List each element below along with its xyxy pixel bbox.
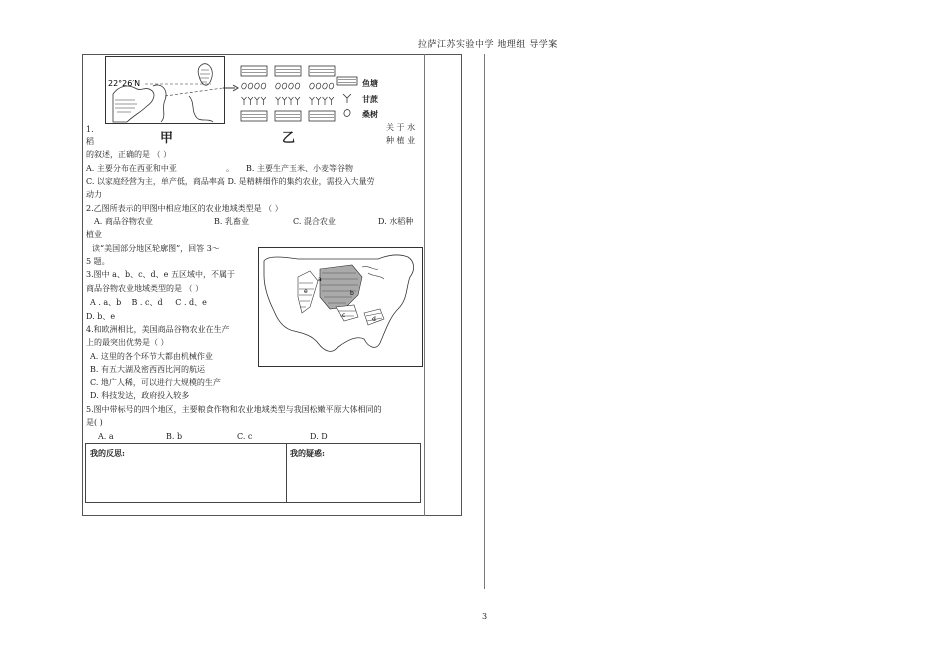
mulberry-mark (241, 82, 247, 89)
intro-line-2: 5 题。 (86, 257, 110, 266)
column-divider (484, 54, 485, 589)
q1-number: 1. (86, 125, 94, 134)
doubts-label: 我的疑惑: (290, 448, 325, 458)
page-header: 拉萨江苏实验中学 地理组 导学案 (418, 40, 558, 50)
sugarcane-mark (329, 97, 334, 105)
q2-option-d-cont: 植业 (86, 230, 102, 239)
reflection-label: 我的反思: (90, 448, 125, 458)
q5-option-c: C. c (237, 432, 253, 441)
q1-option-cd-cont: 动力 (86, 190, 102, 199)
q5-stem-2: 是( ) (86, 418, 103, 427)
q5-stem-1: 5.图中带标号的四个地区，主要粮食作物和农业地域类型与我国松嫩平原大体相同的 (86, 405, 382, 414)
latitude-label: 22°26′N (108, 79, 141, 88)
q3-options-2: D. b、e (86, 312, 116, 321)
q2-option-d: D. 水稻种 (378, 217, 414, 226)
q1-option-a-dot: 。 (226, 164, 234, 173)
fishpond-block (241, 66, 267, 76)
sugarcane-mark (248, 97, 253, 105)
q2-option-c: C. 混合农业 (293, 217, 336, 226)
q1-option-b: B. 主要生产玉米、小麦等谷物 (246, 164, 353, 173)
svg-text:e: e (304, 288, 308, 295)
q5-option-a: A. a (98, 432, 114, 441)
sugarcane-mark (295, 97, 300, 105)
q2-stem: 2.乙图所表示的甲图中相应地区的农业地域类型是 （ ） (86, 204, 283, 213)
arrow-icon (223, 84, 239, 92)
q1-stem-right: 关 于 水 (386, 123, 416, 132)
fishpond-block (309, 66, 335, 76)
q4-option-c: C. 地广人稀，可以进行大规模的生产 (90, 378, 221, 387)
diagram-legend (336, 76, 360, 120)
reflection-table (85, 443, 421, 503)
fishpond-block (241, 111, 267, 121)
sugarcane-mark (282, 97, 287, 105)
q4-stem-2: 上的最突出优势是（ ） (86, 338, 169, 347)
usa-map (258, 247, 423, 367)
sugarcane-mark (289, 97, 294, 105)
q1-stem: 的叙述，正确的是 （ ） (86, 150, 172, 159)
mulberry-mark (275, 82, 281, 89)
mulberry-mark (294, 82, 300, 89)
q1-stem-right2: 种 植 业 (386, 136, 416, 145)
q4-stem-1: 4.和欧洲相比，美国商品谷物农业在生产 (86, 325, 230, 334)
q2-option-b: B. 乳畜业 (214, 217, 249, 226)
q2-option-a: A. 商品谷物农业 (94, 217, 153, 226)
svg-text:c: c (342, 312, 346, 319)
q4-option-d: D. 科技发达，政府投入较多 (90, 391, 190, 400)
svg-text:d: d (372, 316, 376, 323)
map-jia-label: 甲 (160, 131, 174, 146)
margin-rule (424, 54, 425, 516)
q1-option-cd: C. 以家庭经营为主，单产低，商品率高 D. 是精耕细作的集约农业，需投入大量劳 (86, 177, 375, 186)
q3-options-1: A . a、b B . c、d C . d、e (90, 298, 207, 307)
legend-sugarcane: 甘蔗 (362, 94, 378, 104)
svg-text:a: a (318, 276, 322, 283)
legend-mulberry: 桑树 (362, 109, 378, 119)
fishpond-block (309, 111, 335, 121)
sugarcane-mark (255, 97, 260, 105)
mulberry-mark (315, 82, 321, 89)
mulberry-mark (322, 82, 328, 89)
mulberry-mark (309, 82, 315, 89)
legend-fishpond: 鱼塘 (362, 78, 378, 88)
page-number: 3 (482, 612, 488, 621)
fishpond-block (275, 111, 301, 121)
q3-stem-2: 商品谷物农业地域类型的是 （ ） (86, 284, 204, 293)
mulberry-mark (288, 82, 294, 89)
diagram-yi (240, 64, 336, 126)
q1-stem-left2: 稻 (86, 137, 94, 146)
sugarcane-mark (323, 97, 328, 105)
q4-option-a: A. 这里的各个环节大都由机械作业 (90, 352, 213, 361)
sugarcane-mark (242, 97, 247, 105)
mulberry-mark (281, 82, 287, 89)
svg-text:b: b (350, 290, 354, 297)
q3-stem-1: 3.图中 a、b、c、d、e 五区域中，不属于 (86, 270, 235, 279)
q4-option-b: B. 有五大湖及密西西比河的航运 (90, 365, 205, 374)
intro-line-1: 读“美国部分地区轮廓图”，回答 3～ (92, 244, 220, 253)
mulberry-mark (247, 82, 253, 89)
fishpond-block (275, 66, 301, 76)
mulberry-mark (254, 82, 260, 89)
sugarcane-mark (261, 97, 266, 105)
map-yi-label: 乙 (282, 131, 296, 146)
sugarcane-mark (310, 97, 315, 105)
q5-option-b: B. b (166, 432, 183, 441)
q5-option-d: D. D (310, 432, 328, 441)
reflection-divider (286, 444, 287, 502)
map-jia (105, 56, 225, 124)
sugarcane-mark (316, 97, 321, 105)
q1-option-a: A. 主要分布在西亚和中亚 (86, 164, 177, 173)
mulberry-mark (260, 82, 266, 89)
sugarcane-mark (276, 97, 281, 105)
mulberry-mark (328, 82, 334, 89)
